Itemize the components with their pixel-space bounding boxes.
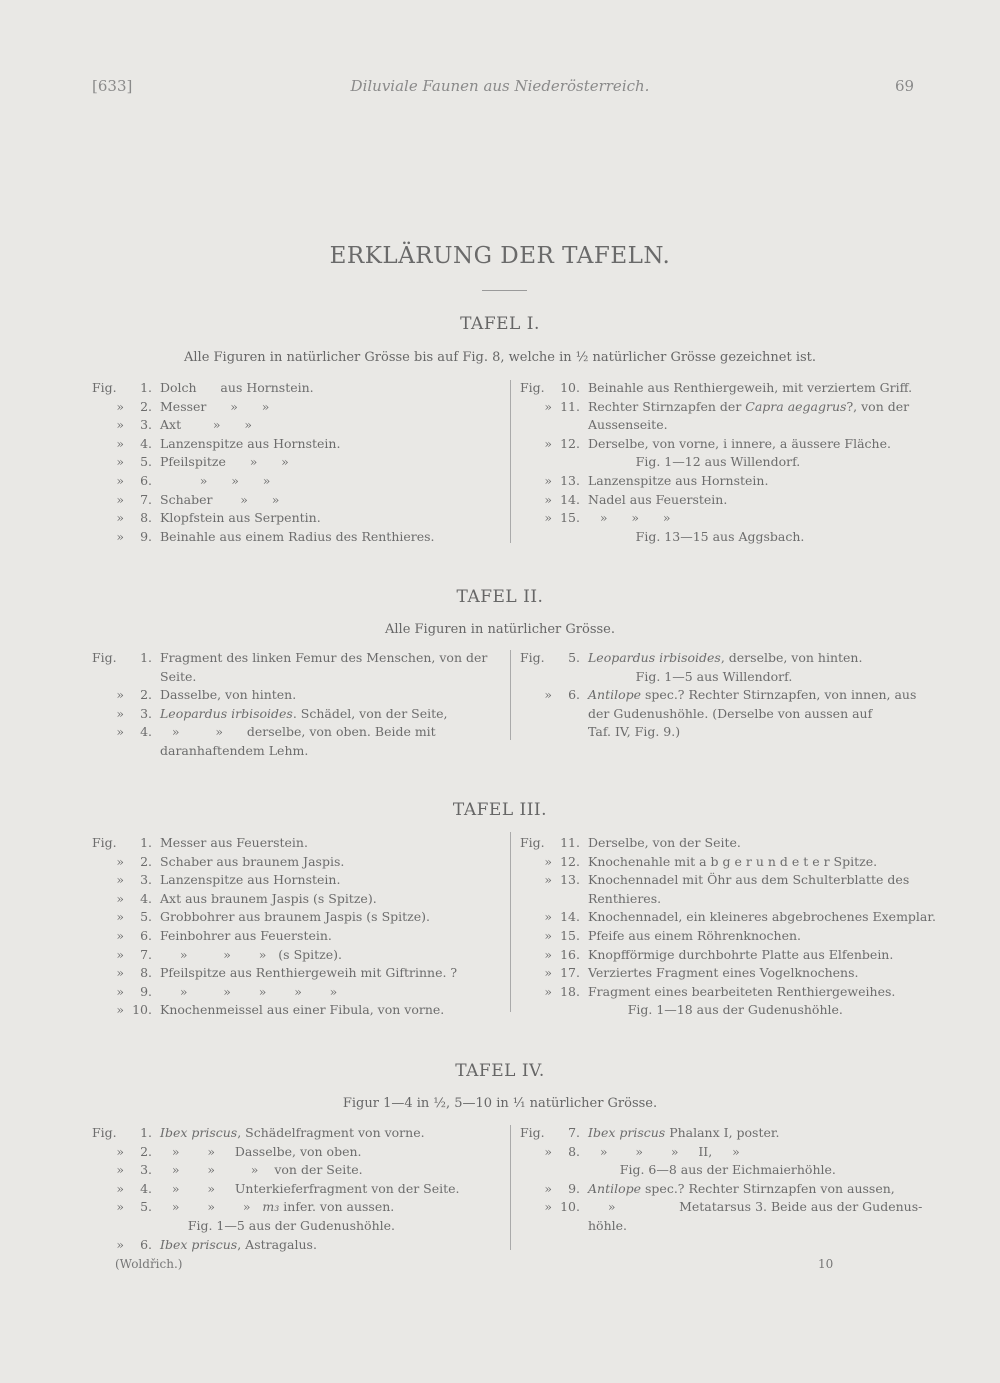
figure-number: 13. — [560, 473, 580, 488]
figure-description: Knochennadel mit Öhr aus dem Schulterblatte des — [588, 872, 910, 888]
figure-number: 12. — [560, 435, 580, 451]
figure-prefix: Fig. — [520, 1125, 545, 1140]
figure-prefix: » — [544, 872, 552, 888]
figure-entry — [92, 380, 314, 395]
figure-description: Ibex priscus Phalanx I, poster. — [588, 1125, 780, 1140]
figure-number: 15. — [560, 510, 580, 526]
figure-prefix: » — [544, 687, 552, 703]
figure-number: 5. — [140, 909, 152, 925]
figure-description: Fig. 13—15 aus Aggsbach. — [588, 528, 805, 544]
tafel-4-note: Figur 1—4 in ½, 5—10 in ¹⁄₁ natürlicher Grösse. — [342, 1096, 658, 1111]
figure-prefix: » — [116, 398, 124, 414]
figure-description: höhle. — [588, 1218, 627, 1233]
figure-number: 1. — [140, 650, 152, 665]
figure-prefix: » — [544, 491, 552, 507]
figure-prefix: » — [544, 853, 552, 869]
figure-description: » » » von der Seite. — [160, 1162, 363, 1178]
figure-entry — [92, 835, 308, 850]
figure-entry — [92, 1199, 394, 1214]
figure-description: Rechter Stirnzapfen der Capra aegagrus?, von der — [588, 398, 910, 414]
figure-number: 3. — [140, 705, 152, 721]
figure-entry — [520, 399, 909, 414]
figure-description: Renthieres. — [588, 890, 662, 906]
figure-number: 15. — [560, 928, 580, 943]
tafel-2-note: Alle Figuren in natürlicher Grösse. — [384, 622, 615, 637]
figure-entry — [520, 984, 895, 999]
figure-entry — [92, 473, 270, 488]
figure-description: Antilope spec.? Rechter Stirnzapfen, von innen, aus — [588, 687, 917, 703]
figure-number: 14. — [560, 491, 580, 507]
figure-number: 13. — [560, 872, 580, 888]
figure-number: 6. — [140, 928, 152, 943]
figure-entry — [520, 909, 936, 924]
figure-description: » » » m₃ infer. von aussen. — [160, 1199, 395, 1215]
figure-entry — [92, 1218, 395, 1233]
figure-number: 1. — [140, 1125, 152, 1140]
figure-entry — [92, 1002, 444, 1017]
figure-number: 7. — [140, 946, 152, 962]
figure-description: Antilope spec.? Rechter Stirnzapfen von aussen, — [588, 1180, 895, 1196]
figure-prefix: » — [544, 946, 552, 962]
figure-description: Ibex priscus, Schädelfragment von vorne. — [160, 1125, 425, 1140]
figure-description: Fragment des linken Femur des Menschen, von der — [160, 650, 488, 665]
figure-description: der Gudenushöhle. (Derselbe von aussen auf — [588, 705, 873, 721]
figure-prefix: Fig. — [520, 650, 545, 665]
figure-number: 5. — [568, 650, 580, 665]
figure-description: Lanzenspitze aus Hornstein. — [160, 435, 341, 451]
figure-prefix: » — [544, 1180, 552, 1196]
figure-description: » » Unterkieferfragment von der Seite. — [160, 1180, 460, 1196]
title-rule — [482, 290, 527, 291]
figure-description: Fig. 1—18 aus der Gudenushöhle. — [588, 1002, 843, 1018]
figure-entry — [520, 529, 804, 544]
figure-prefix: » — [116, 872, 124, 888]
figure-entry — [520, 1218, 627, 1233]
figure-prefix: Fig. — [520, 380, 545, 395]
figure-prefix: » — [544, 965, 552, 981]
figure-number: 7. — [140, 491, 152, 507]
figure-description: Verziertes Fragment eines Vogelknochens. — [588, 965, 859, 981]
figure-entry — [520, 947, 893, 962]
figure-description: Knochenmeissel aus einer Fibula, von vorne. — [160, 1002, 445, 1018]
figure-number: 9. — [568, 1180, 580, 1196]
figure-entry — [520, 687, 916, 702]
figure-entry — [92, 724, 436, 739]
figure-number: 8. — [140, 510, 152, 526]
page-ref: [633] — [92, 77, 133, 95]
figure-prefix: » — [544, 435, 552, 451]
figure-entry — [92, 510, 321, 525]
figure-prefix: » — [544, 928, 552, 943]
figure-number: 1. — [140, 835, 152, 850]
figure-description: » Metatarsus 3. Beide aus der Gudenus- — [588, 1199, 923, 1215]
figure-number: 9. — [140, 528, 152, 544]
figure-prefix: » — [116, 1002, 124, 1018]
figure-prefix: » — [544, 510, 552, 526]
tafel-1-note: Alle Figuren in natürlicher Grösse bis auf Fig. 8, welche in ½ natürlicher Grösse gezeichnet ist. — [183, 350, 817, 365]
figure-entry — [520, 417, 668, 432]
figure-description: Klopfstein aus Serpentin. — [160, 510, 321, 526]
figure-description: Leopardus irbisoides. Schädel, von der Seite, — [160, 705, 448, 721]
figure-description: » » » » » — [160, 983, 338, 999]
figure-entry — [520, 1199, 922, 1214]
figure-entry — [520, 965, 859, 980]
figure-number: 11. — [560, 835, 580, 850]
figure-number: 2. — [140, 687, 152, 703]
figure-entry — [520, 1002, 843, 1017]
figure-entry — [92, 1144, 362, 1159]
figure-prefix: » — [116, 705, 124, 721]
figure-number: 7. — [568, 1125, 580, 1140]
figure-description: Messer aus Feuerstein. — [160, 835, 308, 850]
figure-prefix: » — [116, 473, 124, 488]
figure-description: Nadel aus Feuerstein. — [588, 491, 728, 507]
figure-entry — [92, 529, 435, 544]
figure-description: Fig. 6—8 aus der Eichmaierhöhle. — [588, 1162, 836, 1178]
figure-prefix: » — [116, 454, 124, 470]
figure-entry — [92, 743, 308, 758]
figure-entry — [92, 909, 430, 924]
figure-number: 3. — [140, 1162, 152, 1178]
figure-entry — [92, 928, 332, 943]
figure-description: Axt » » — [160, 417, 253, 433]
figure-description: Aussenseite. — [588, 417, 668, 433]
figure-entry — [92, 650, 487, 665]
tafel-1-heading: TAFEL I. — [460, 314, 540, 334]
figure-entry — [92, 854, 344, 869]
figure-description: » » derselbe, von oben. Beide mit — [160, 724, 436, 740]
figure-description: Fragment eines bearbeiteten Renthiergeweihes. — [588, 983, 896, 999]
figure-description: Lanzenspitze aus Hornstein. — [160, 872, 341, 888]
main-title: ERKLÄRUNG DER TAFELN. — [329, 243, 671, 269]
figure-number: 2. — [140, 1143, 152, 1159]
figure-number: 5. — [140, 454, 152, 470]
figure-description: » » » — [588, 510, 671, 526]
figure-entry — [520, 650, 862, 665]
column-divider — [510, 380, 511, 543]
figure-entry — [92, 1162, 363, 1177]
figure-number: 17. — [560, 965, 580, 981]
figure-number: 10. — [132, 1002, 152, 1018]
figure-entry — [92, 1125, 425, 1140]
figure-prefix: » — [544, 983, 552, 999]
figure-number: 12. — [560, 853, 580, 869]
figure-description: Fig. 1—5 aus Willendorf. — [588, 668, 793, 684]
figure-prefix: » — [116, 417, 124, 433]
figure-description: Pfeilspitze aus Renthiergeweih mit Giftrinne. ? — [160, 965, 458, 981]
figure-entry — [92, 891, 377, 906]
figure-prefix: » — [116, 983, 124, 999]
figure-number: 6. — [140, 473, 152, 488]
figure-entry — [92, 687, 296, 702]
figure-entry — [520, 510, 671, 525]
figure-entry — [520, 436, 891, 451]
figure-prefix: » — [116, 687, 124, 703]
figure-description: Leopardus irbisoides, derselbe, von hinten. — [588, 650, 863, 665]
figure-prefix: » — [116, 928, 124, 943]
figure-number: 16. — [560, 946, 580, 962]
figure-entry — [520, 1162, 836, 1177]
figure-prefix: » — [116, 1143, 124, 1159]
figure-number: 9. — [140, 983, 152, 999]
figure-description: Taf. IV, Fig. 9.) — [588, 724, 681, 740]
figure-prefix: Fig. — [92, 1125, 117, 1140]
figure-description: Lanzenspitze aus Hornstein. — [588, 473, 769, 488]
figure-number: 2. — [140, 853, 152, 869]
figure-entry — [92, 1181, 460, 1196]
figure-prefix: » — [116, 890, 124, 906]
figure-entry — [92, 1237, 317, 1252]
figure-entry — [92, 947, 342, 962]
figure-number: 8. — [568, 1143, 580, 1159]
figure-prefix: Fig. — [520, 835, 545, 850]
figure-entry — [92, 669, 196, 684]
figure-description: Pfeilspitze » » — [160, 454, 289, 470]
figure-prefix: Fig. — [92, 380, 117, 395]
figure-description: Axt aus braunem Jaspis (s Spitze). — [160, 890, 377, 906]
figure-number: 4. — [140, 1180, 152, 1196]
figure-prefix: » — [116, 965, 124, 981]
figure-prefix: » — [116, 853, 124, 869]
column-divider — [510, 1125, 511, 1250]
figure-entry — [520, 1125, 779, 1140]
tafel-3-heading: TAFEL III. — [452, 800, 548, 820]
figure-prefix: » — [116, 946, 124, 962]
figure-number: 6. — [140, 1236, 152, 1252]
figure-prefix: » — [544, 1143, 552, 1159]
figure-number: 11. — [560, 398, 580, 414]
figure-description: Derselbe, von vorne, i innere, a äussere Fläche. — [588, 435, 891, 451]
figure-entry — [520, 669, 792, 684]
column-divider — [510, 832, 511, 1012]
figure-number: 2. — [140, 398, 152, 414]
figure-prefix: » — [116, 491, 124, 507]
figure-number: 5. — [140, 1199, 152, 1215]
figure-prefix: » — [116, 1236, 124, 1252]
figure-number: 14. — [560, 909, 580, 925]
figure-entry — [520, 454, 800, 469]
figure-entry — [520, 724, 680, 739]
figure-number: 1. — [140, 380, 152, 395]
figure-description: » » » — [160, 473, 271, 488]
running-title: Diluviale Faunen aus Niederösterreich. — [350, 77, 650, 95]
figure-description: Messer » » — [160, 398, 270, 414]
figure-prefix: » — [116, 1180, 124, 1196]
figure-prefix: » — [544, 909, 552, 925]
figure-entry — [92, 872, 340, 887]
figure-description: Dasselbe, von hinten. — [160, 687, 297, 703]
figure-entry — [520, 380, 912, 395]
figure-description: Knochennadel, ein kleineres abgebrochenes Exemplar. — [588, 909, 936, 925]
figure-prefix: » — [116, 510, 124, 526]
page-number: 69 — [895, 77, 915, 95]
figure-description: Fig. 1—12 aus Willendorf. — [588, 454, 801, 470]
figure-prefix: » — [116, 1162, 124, 1178]
figure-prefix: » — [544, 1199, 552, 1215]
figure-description: Dolch aus Hornstein. — [160, 380, 314, 395]
figure-description: Beinahle aus einem Radius des Renthieres. — [160, 528, 435, 544]
figure-entry — [520, 854, 877, 869]
figure-description: Fig. 1—5 aus der Gudenushöhle. — [160, 1218, 395, 1233]
sheet-number: 10 — [818, 1257, 834, 1271]
figure-number: 8. — [140, 965, 152, 981]
figure-entry — [520, 492, 727, 507]
figure-description: Ibex priscus, Astragalus. — [160, 1236, 317, 1252]
figure-entry — [520, 473, 768, 488]
figure-entry — [520, 872, 909, 887]
figure-prefix: » — [116, 528, 124, 544]
tafel-2-heading: TAFEL II. — [456, 587, 544, 607]
figure-entry — [92, 492, 279, 507]
figure-number: 10. — [560, 1199, 580, 1215]
figure-number: 4. — [140, 890, 152, 906]
figure-number: 4. — [140, 724, 152, 740]
figure-entry — [520, 928, 801, 943]
figure-entry — [92, 399, 269, 414]
figure-number: 4. — [140, 435, 152, 451]
figure-number: 6. — [568, 687, 580, 703]
figure-description: Schaber » » — [160, 491, 280, 507]
figure-entry — [92, 417, 252, 432]
figure-prefix: Fig. — [92, 650, 117, 665]
figure-number: 3. — [140, 417, 152, 433]
figure-description: Seite. — [160, 668, 197, 684]
figure-entry — [520, 706, 872, 721]
figure-prefix: » — [544, 398, 552, 414]
figure-entry — [520, 1181, 895, 1196]
figure-prefix: » — [544, 473, 552, 488]
figure-description: Pfeife aus einem Röhrenknochen. — [588, 928, 802, 943]
figure-entry — [92, 984, 337, 999]
figure-prefix: » — [116, 435, 124, 451]
figure-description: Knopfförmige durchbohrte Platte aus Elfenbein. — [588, 946, 894, 962]
figure-description: » » Dasselbe, von oben. — [160, 1143, 362, 1159]
figure-entry — [520, 835, 741, 850]
figure-description: Beinahle aus Renthiergeweih, mit verziertem Griff. — [588, 380, 913, 395]
figure-description: Derselbe, von der Seite. — [588, 835, 741, 850]
figure-entry — [92, 965, 457, 980]
figure-number: 18. — [560, 983, 580, 999]
figure-prefix: » — [116, 724, 124, 740]
figure-entry — [520, 891, 661, 906]
tafel-4-heading: TAFEL IV. — [455, 1061, 545, 1081]
figure-description: Knochenahle mit a b g e r u n d e t e r Spitze. — [588, 853, 878, 869]
column-divider — [510, 650, 511, 740]
figure-prefix: » — [116, 909, 124, 925]
figure-entry — [92, 454, 289, 469]
figure-description: Grobbohrer aus braunem Jaspis (s Spitze). — [160, 909, 430, 925]
figure-number: 3. — [140, 872, 152, 888]
figure-description: Schaber aus braunem Jaspis. — [160, 853, 345, 869]
author-signature: (Woldřich.) — [115, 1257, 183, 1271]
figure-description: » » » (s Spitze). — [160, 946, 342, 962]
figure-description: Feinbohrer aus Feuerstein. — [160, 928, 332, 943]
figure-entry — [520, 1144, 740, 1159]
figure-prefix: » — [116, 1199, 124, 1215]
figure-description: daranhaftendem Lehm. — [160, 743, 309, 758]
figure-entry — [92, 706, 448, 721]
figure-prefix: Fig. — [92, 835, 117, 850]
figure-description: » » » II, » — [588, 1143, 740, 1159]
figure-entry — [92, 436, 340, 451]
figure-number: 10. — [560, 380, 580, 395]
